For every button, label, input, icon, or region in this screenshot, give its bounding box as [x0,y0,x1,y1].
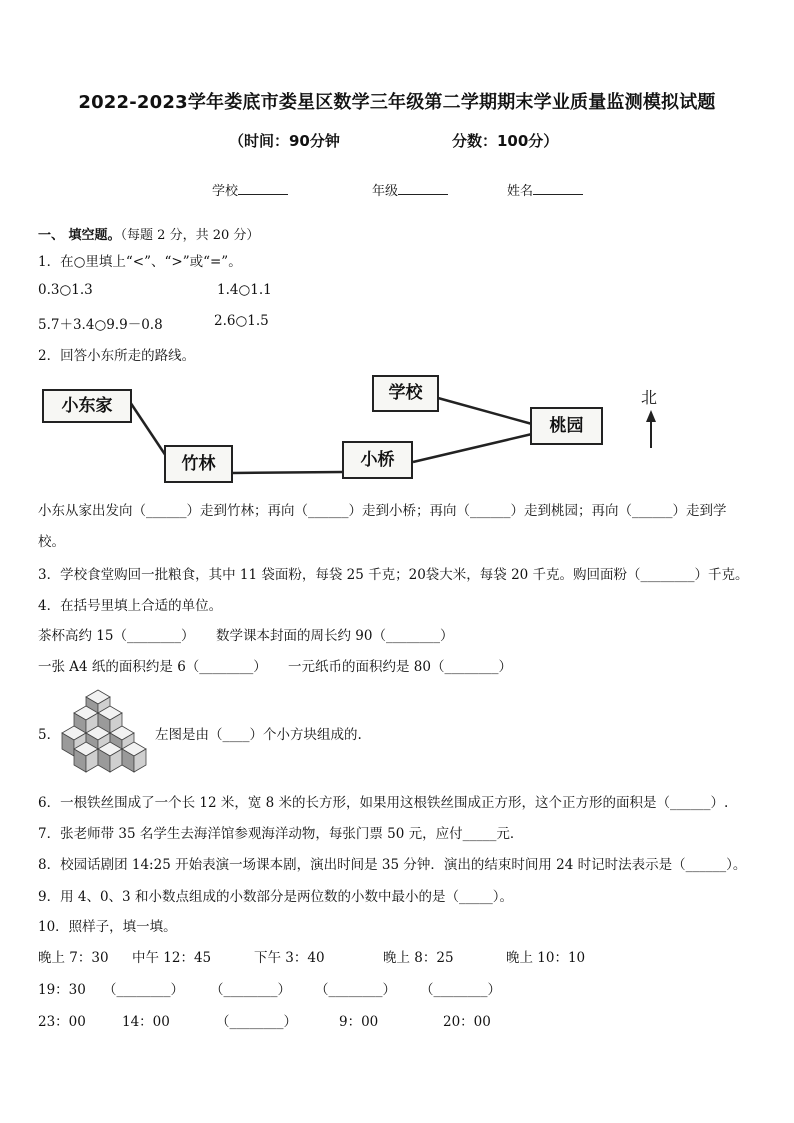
q2-answer-line1: 小东从家出发向（______）走到竹林；再向（______）走到小桥；再向（______）走到桃园；再向（______）走到学 [38,503,727,519]
q6-text: 6．一根铁丝围成了一个长 12 米，宽 8 米的长方形，如果用这根铁丝围成正方形，这个正方形的面积是（______）. [38,795,729,811]
section-title: 一、 填空题。 [38,228,121,243]
q10-r2-c1: 19：30 [38,982,86,998]
exam-time: （时间：90分钟 [229,132,340,150]
q10-r3-c4: 9：00 [339,1014,379,1030]
school-field [212,180,288,199]
q4-item-c: 一张 A4 纸的面积约是 6（________） [38,659,267,675]
q4-item-d: 一元纸币的面积约是 80（________） [288,659,512,675]
exam-score: 分数：100分） [452,132,559,150]
q4-item-b: 数学课本封面的周长约 90（________） [216,628,454,644]
q10-r3-c1: 23：00 [38,1014,86,1030]
name-field [507,180,583,199]
q4-item-a: 茶杯高约 15（________） [38,628,195,644]
q10-r3-c2: 14：00 [122,1014,170,1030]
path-school-orchard [438,398,532,424]
q10-prompt: 10．照样子，填一填。 [38,919,177,935]
q10-r2-c5: （________） [420,982,501,998]
q10-r3-c3: （________） [216,1014,297,1030]
q10-r1-c2: 中午 12：45 [132,950,212,966]
school-blank [238,182,288,195]
q2-answer-line2: 校。 [38,534,65,550]
q5-number: 5． [38,727,61,743]
map-node-bamboo: 竹林 [164,445,233,483]
q2-prompt: 2．回答小东所走的路线。 [38,348,196,364]
q10-r2-c2: （________） [103,982,184,998]
q1-item-c: 5.7＋3.4○9.9－0.8 [38,317,163,333]
map-node-orchard: 桃园 [530,407,603,445]
q9-text: 9．用 4、0、3 和小数点组成的小数部分是两位数的小数中最小的是（_____）。 [38,889,513,905]
north-arrow-icon [646,410,656,422]
q1-prompt: 1．在○里填上“<”、“>”或“=”。 [38,254,242,270]
section-heading [38,224,259,243]
page-title: 2022-2023学年娄底市娄星区数学三年级第二学期期末学业质量监测模拟试题 [78,92,716,113]
name-blank [533,182,583,195]
section-note: （每题 2 分，共 20 分） [120,228,260,243]
q10-r2-c4: （________） [315,982,396,998]
q3-text: 3．学校食堂购回一批粮食，其中 11 袋面粉，每袋 25 千克；20袋大米，每袋 20 千克。购回面粉（________）千克。 [38,567,749,583]
path-bamboo-bridge [232,472,343,473]
north-label: 北 [641,388,658,407]
map-node-school: 学校 [372,375,439,412]
map-node-home: 小东家 [42,389,132,423]
q10-r2-c3: （________） [210,982,291,998]
grade-blank [398,182,448,195]
path-bridge-orchard [413,434,532,462]
cube-stack-image [60,686,152,774]
q10-r1-c1: 晚上 7：30 [38,950,109,966]
q8-text: 8．校园话剧团 14:25 开始表演一场课本剧，演出时间是 35 分钟．演出的结束时间用 24 时记时法表示是（______）。 [38,857,747,873]
q1-item-d: 2.6○1.5 [214,313,269,329]
q1-item-a: 0.3○1.3 [38,282,93,298]
grade-field [372,180,448,199]
grade-label: 年级 [372,184,399,199]
q7-text: 7．张老师带 35 名学生去海洋馆参观海洋动物，每张门票 50 元，应付_____元． [38,826,524,842]
q10-r1-c4: 晚上 8：25 [383,950,454,966]
map-node-bridge: 小桥 [342,441,413,479]
q10-r1-c3: 下午 3：40 [254,950,325,966]
q10-r1-c5: 晚上 10：10 [506,950,586,966]
q4-prompt: 4．在括号里填上合适的单位。 [38,598,223,614]
name-label: 姓名 [507,184,534,199]
q1-item-b: 1.4○1.1 [217,282,272,298]
q5-text: 左图是由（____）个小方块组成的. [155,727,362,743]
q10-r3-c5: 20：00 [443,1014,491,1030]
school-label: 学校 [212,184,239,199]
